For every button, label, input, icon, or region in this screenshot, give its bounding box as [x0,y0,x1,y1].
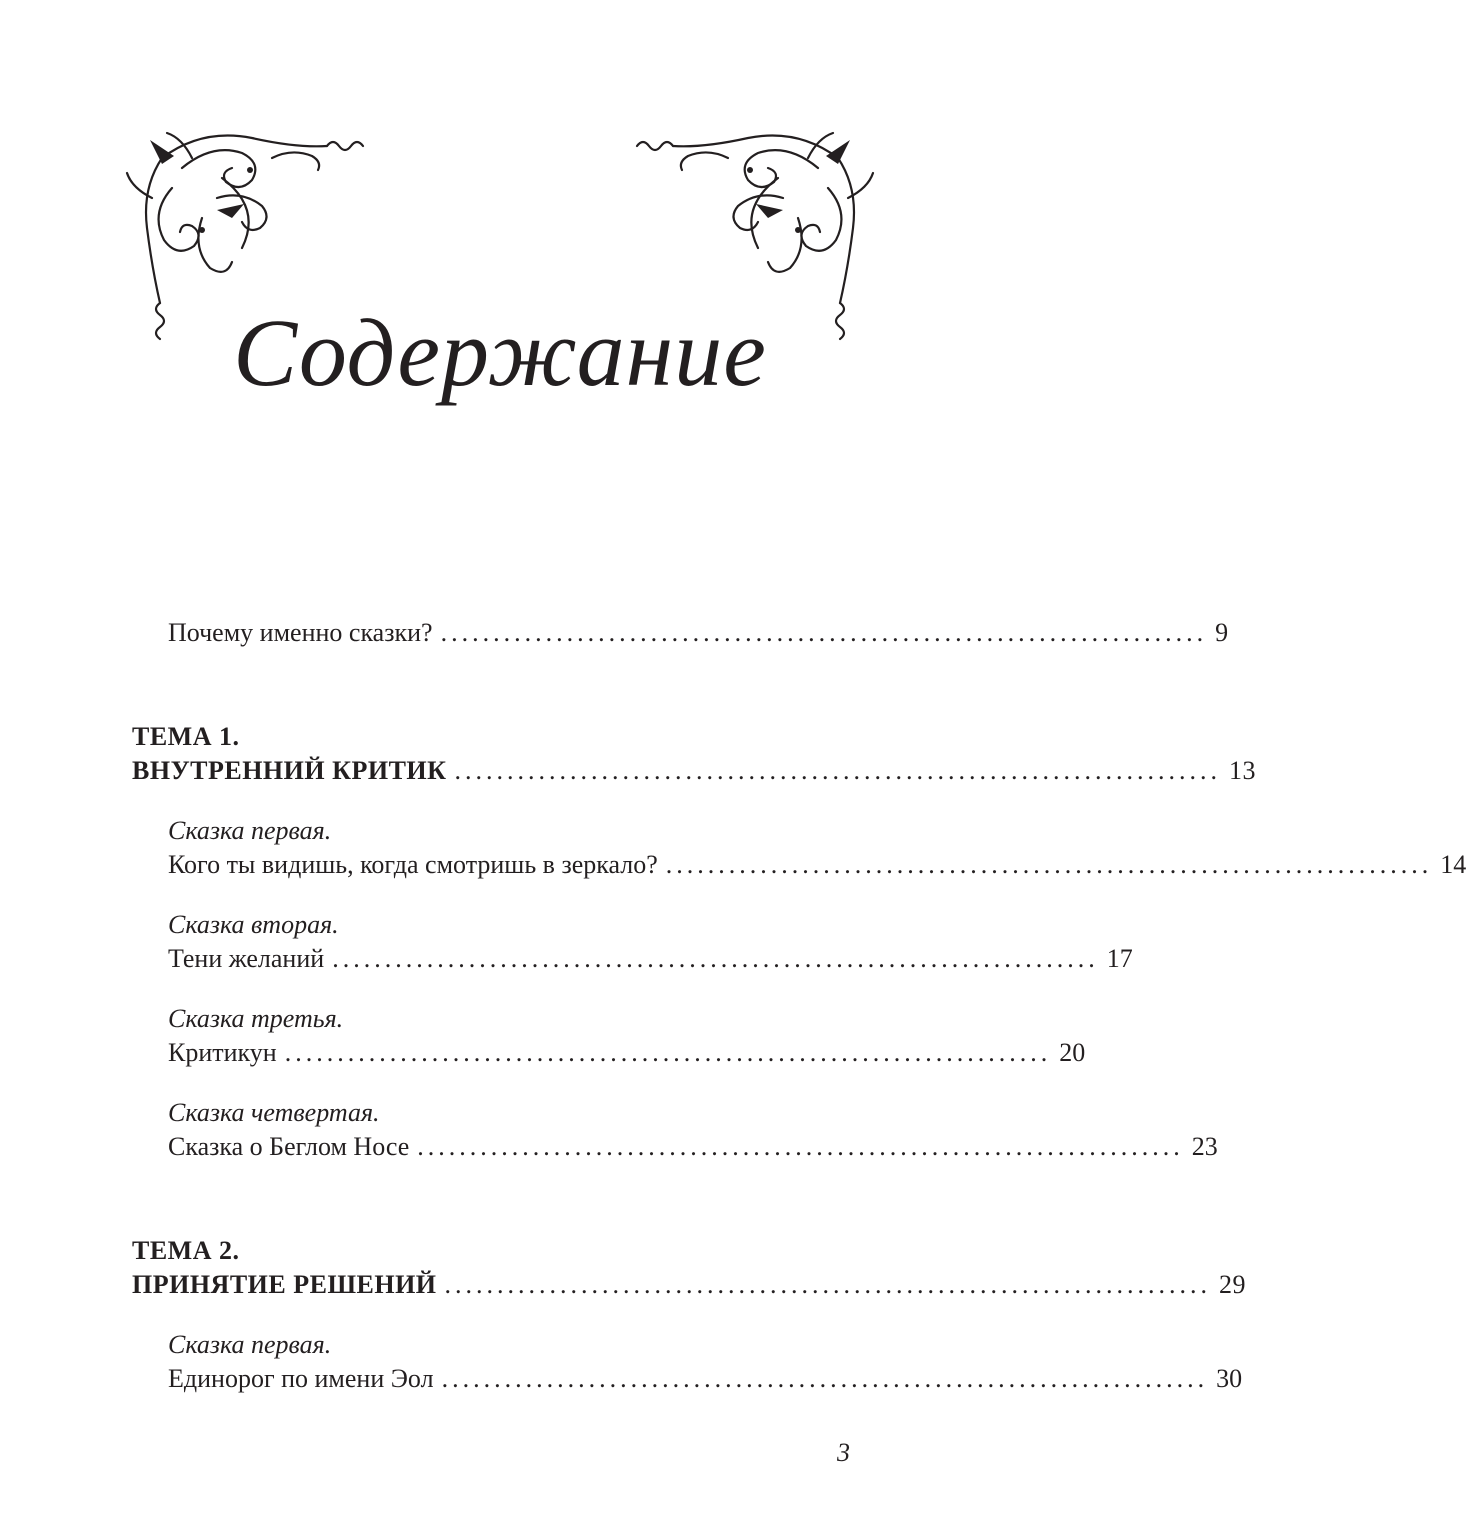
tale-ordinal: Сказка первая. [168,816,332,845]
toc-entry-theme2[interactable] [132,1268,1247,1302]
tale-ordinal: Сказка четвертая. [168,1098,380,1127]
tale-ordinal: Сказка вторая. [168,910,339,939]
leader-dots: ......................................................................... [454,756,1221,785]
toc-entry-page: 13 [1228,756,1256,785]
page-title: Содержание [233,299,767,406]
toc-entry-tale[interactable] [168,1362,1243,1396]
toc-entry-page: 9 [1215,618,1229,647]
toc-entry-label: Тени желаний [168,944,325,973]
theme1-heading: ТЕМА 1. [132,722,240,751]
toc-entry-tale[interactable] [168,942,1133,976]
toc-entry-page: 29 [1219,1270,1247,1299]
page-number: 3 [837,1438,850,1467]
toc-entry-label: Кого ты видишь, когда смотришь в зеркало? [168,850,658,879]
toc-entry-tale[interactable] [168,1130,1218,1164]
toc-entry-tale[interactable] [168,1036,1086,1070]
leader-dots: ......................................................................... [665,850,1433,879]
toc-entry-page: 20 [1059,1038,1086,1067]
tale-ordinal: Сказка третья. [168,1004,344,1033]
toc-entry-label: Критикун [168,1038,277,1067]
toc-entry-label: Единорог по имени Эол [168,1364,434,1393]
toc-entry-tale[interactable] [168,848,1466,882]
leader-dots: ......................................................................... [441,1364,1209,1393]
tale-ordinal: Сказка первая. [168,1330,332,1359]
leader-dots: ......................................................................... [332,944,1099,973]
toc-entry-page: 14 [1440,850,1466,879]
toc-entry-label: Почему именно сказки? [168,618,433,647]
leader-dots: ......................................................................... [444,1270,1212,1299]
toc-entry-theme1[interactable] [132,754,1256,788]
toc-entry-page: 17 [1106,944,1133,973]
toc-entry-label: ВНУТРЕННИЙ КРИТИК [132,756,447,785]
toc-entry-intro[interactable] [168,616,1229,650]
theme2-heading: ТЕМА 2. [132,1236,240,1265]
leader-dots: ......................................................................... [417,1132,1184,1161]
toc-entry-label: ПРИНЯТИЕ РЕШЕНИЙ [132,1270,437,1299]
leader-dots: ......................................................................... [440,618,1208,647]
toc-entry-page: 30 [1216,1364,1243,1393]
leader-dots: ......................................................................... [284,1038,1052,1067]
toc-entry-label: Сказка о Беглом Носе [168,1132,410,1161]
toc-entry-page: 23 [1191,1132,1218,1161]
